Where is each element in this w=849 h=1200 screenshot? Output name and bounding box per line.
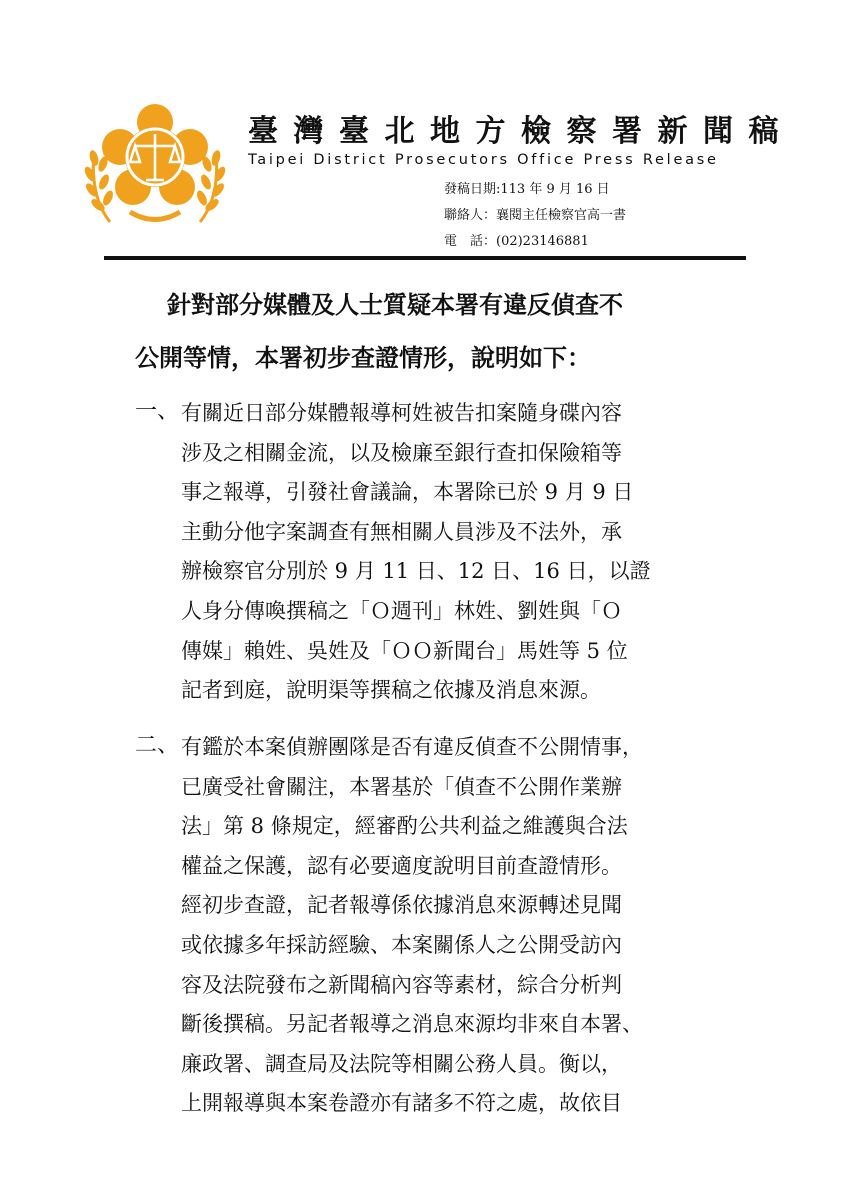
org-title: 臺灣臺北地方檢察署新聞稿 — [248, 114, 794, 149]
ribbon-icon — [130, 212, 180, 220]
paragraph-line: 涉及之相關金流，以及檢廉至銀行查扣保險箱等 — [181, 440, 622, 465]
section-paragraph — [181, 728, 726, 1124]
header-divider — [104, 256, 746, 260]
contact-person: 聯絡人：襄閱主任檢察官高一書 — [444, 208, 627, 223]
paragraph-line: 經初步查證，記者報導係依據消息來源轉述見聞 — [181, 893, 622, 918]
paragraph-line: 記者到庭，說明渠等撰稿之依據及消息來源。 — [181, 678, 601, 703]
paragraph-line: 容及法院發布之新聞稿內容等素材，綜合分析判 — [181, 972, 622, 997]
paragraph-line: 或依據多年採訪經驗、本案關係人之公開受訪內 — [181, 932, 622, 957]
paragraph-line: 有鑑於本案偵辦團隊是否有違反偵查不公開情事， — [181, 735, 643, 759]
paragraph-line: 權益之保護，認有必要適度說明目前查證情形。 — [181, 853, 622, 878]
section-paragraph — [181, 394, 726, 711]
headline-line-2: 公開等情，本署初步查證情形，說明如下： — [135, 343, 591, 372]
section-number: 一、 — [135, 399, 180, 424]
org-english-name: Taipei District Prosecutors Office Press Release — [248, 152, 719, 168]
paragraph-line: 主動分他字案調查有無相關人員涉及不法外，承 — [181, 519, 622, 544]
paragraph-line: 辦檢察官分別於 9 月 11 日、12 日、16 日，以證 — [181, 559, 651, 584]
paragraph-line: 有關近日部分媒體報導柯姓被告扣案隨身碟內容 — [181, 401, 622, 425]
paragraph-line: 法」第 8 條規定，經審酌公共利益之維護與合法 — [181, 814, 628, 839]
section-number: 二、 — [135, 733, 180, 758]
paragraph-line: 已廣受社會關注，本署基於「偵查不公開作業辦 — [181, 774, 622, 799]
paragraph-line: 廉政署、調查局及法院等相關公務人員。衡以， — [181, 1051, 622, 1076]
paragraph-line: 傳媒」賴姓、吳姓及「ＯＯ新聞台」馬姓等 5 位 — [181, 638, 628, 663]
prosecutors-office-logo — [80, 102, 230, 242]
paragraph-line: 斷後撰稿。另記者報導之消息來源均非來自本署、 — [181, 1012, 643, 1037]
release-date: 發稿日期:113 年 9 月 16 日 — [444, 182, 610, 197]
contact-phone: 電 話：(02)23146881 — [444, 234, 589, 249]
paragraph-line: 人身分傳喚撰稿之「Ｏ週刊」林姓、劉姓與「Ｏ — [181, 598, 622, 623]
paragraph-line: 上開報導與本案卷證亦有諸多不符之處，故依目 — [181, 1091, 622, 1116]
headline-line-1: 針對部分媒體及人士質疑本署有違反偵查不 — [167, 290, 623, 319]
paragraph-line: 事之報導，引發社會議論，本署除已於 9 月 9 日 — [181, 480, 634, 505]
